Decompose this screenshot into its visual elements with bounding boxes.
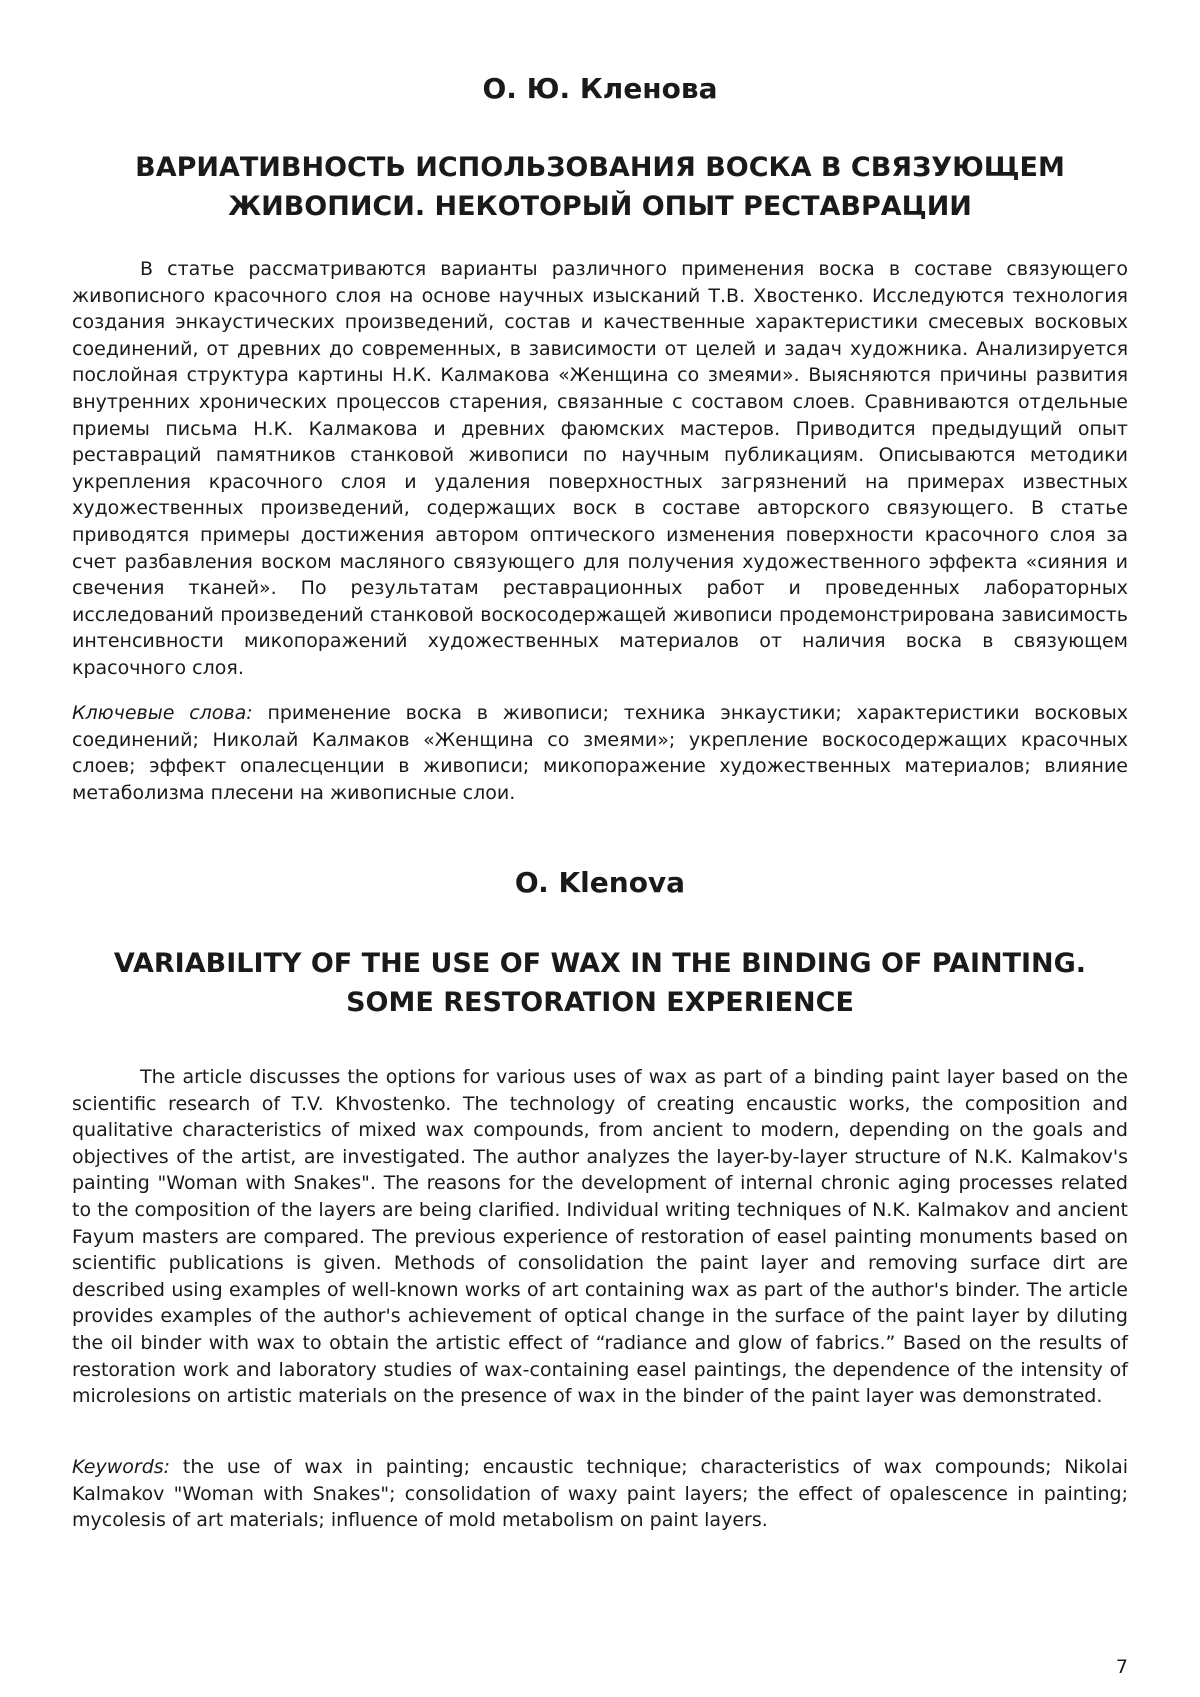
keywords-ru: [72, 700, 1128, 806]
title-en-line1: VARIABILITY OF THE USE OF WAX IN THE BINDING OF PAINTING.: [113, 948, 1087, 979]
article-title-ru: [72, 148, 1128, 226]
author-name-ru: О. Ю. Кленова: [482, 72, 718, 105]
keywords-label-ru: Ключевые слова:: [72, 702, 253, 724]
article-title-en: [72, 944, 1128, 1022]
keywords-en: [72, 1454, 1128, 1534]
title-en-line2: SOME RESTORATION EXPERIENCE: [346, 987, 854, 1018]
page-number: 7: [1115, 1656, 1128, 1678]
keywords-label-en: Keywords:: [72, 1456, 171, 1478]
title-ru-line1: ВАРИАТИВНОСТЬ ИСПОЛЬЗОВАНИЯ ВОСКА В СВЯЗУЮЩЕМ: [135, 152, 1065, 183]
title-ru-line2: ЖИВОПИСИ. НЕКОТОРЫЙ ОПЫТ РЕСТАВРАЦИИ: [228, 191, 972, 222]
abstract-ru: В статье рассматриваются варианты различного применения воска в составе связующего живописного красочного слоя на основе научных изысканий Т.В. Хвостенко. Исследуются технология создания энкаустических произведений, состав и качественные характеристики смесевых восковых соединений, от древних до современных, в зависимости от целей и задач художника. Анализируется послойная структура картины Н.К. Калмакова «Женщина со змеями». Выясняются причины развития внутренних хронических процессов старения, связанные с составом слоев. Сравниваются отдельные приемы письма Н.К. Калмакова и древних фаюмских мастеров. Приводится предыдущий опыт реставраций памятников станковой живописи по научным публикациям. Описываются методики укрепления красочного слоя и удаления поверхностных загрязнений на примерах известных художественных произведений, содержащих воск в составе авторского связующего. В статье приводятся примеры достижения автором оптического изменения поверхности красочного слоя за счет разбавления воском масляного связующего для получения художественного эффекта «сияния и свечения тканей». По результатам реставрационных работ и проведенных лабораторных исследований произведений станковой воскосодержащей живописи продемонстрирована зависимость интенсивности микопоражений художественных материалов от наличия воска в связующем красочного слоя.: [72, 258, 1128, 679]
keywords-text-ru: применение воска в живописи; техника энкаустики; характеристики восковых соединений; Николай Калмаков «Женщина со змеями»; укрепление воскосодержащих красочных слоев; эффект опалесценции в живописи; микопоражение художественных материалов; влияние метаболизма плесени на живописные слои.: [72, 702, 1128, 804]
abstract-en: The article discusses the options for various uses of wax as part of a binding paint layer based on the scientific research of T.V. Khvostenko. The technology of creating encaustic works, the composition and qualitative characteristics of mixed wax compounds, from ancient to modern, depending on the goals and objectives of the artist, are investigated. The author analyzes the layer-by-layer structure of N.K. Kalmakov's painting "Woman with Snakes". The reasons for the development of internal chronic aging processes related to the composition of the layers are being clarified. Individual writing techniques of N.K. Kalmakov and ancient Fayum masters are compared. The previous experience of restoration of easel painting monuments based on scientific publications is given. Methods of consolidation the paint layer and removing surface dirt are described using examples of well-known works of art containing wax as part of the author's binder. The article provides examples of the author's achievement of optical change in the surface of the paint layer by diluting the oil binder with wax to obtain the artistic effect of “radiance and glow of fabrics.” Based on the results of restoration work and laboratory studies of wax-containing easel paintings, the dependence of the intensity of microlesions on artistic materials on the presence of wax in the binder of the paint layer was demonstrated.: [72, 1066, 1128, 1408]
keywords-text-en: the use of wax in painting; encaustic technique; characteristics of wax compounds; Nikolai Kalmakov "Woman with Snakes"; consolidation of waxy paint layers; the effect of opalescence in painting; mycolesis of art materials; influence of mold metabolism on paint layers.: [72, 1456, 1128, 1532]
author-name-en: O. Klenova: [514, 866, 686, 899]
